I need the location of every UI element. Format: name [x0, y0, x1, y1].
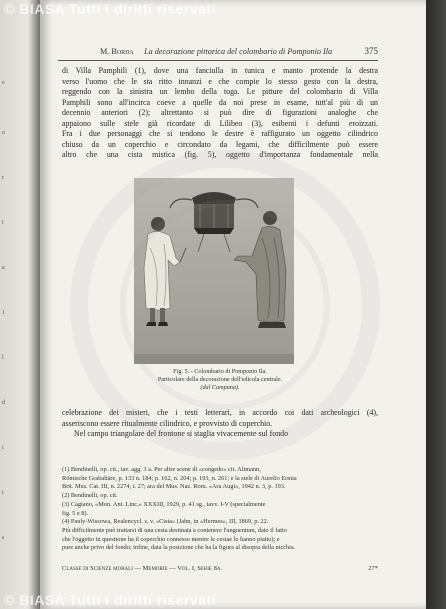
text-line: di Villa Pamphili (1), dove una fanciulla in tunica e manto protende la destra	[62, 66, 378, 75]
edge-char: s	[2, 535, 5, 541]
text-line: appaiono sulle stele già ricordate di Lilibeo (3), esibenti i defunti eroizzati.	[62, 118, 378, 128]
page-number: 375	[364, 46, 378, 56]
right-border	[426, 0, 446, 609]
text-line: celebrazione dei misteri, che i testi letterari, in accordo coi dati archeologici (4),	[62, 408, 378, 417]
paragraph-1	[62, 66, 378, 161]
text-line: altro che una cista mistica (fig. 5), oggetto d'importanza fondamentale nella	[62, 150, 378, 159]
caption-line: Fig. 5. - Colombario di Pomponio Ila.	[173, 368, 267, 375]
running-head	[58, 46, 378, 61]
fresco-illustration	[134, 178, 294, 364]
signature-mark: 27*	[368, 565, 378, 572]
text-line: asseriscono essere ritualmente cilindrico, e provvisto di coperchio.	[62, 418, 273, 428]
footnote-line: (4) Pauly-Wissowa, Realencycl. s. v. «Cista» (Jahn, in «Hermes», III, 1869, p. 22.	[62, 518, 269, 526]
footnote-line: (3) Cagiano, «Mon. Ant. Linc.» XXXIII, 1929, p. 41 sg., tavv. I-V (specialmente	[62, 500, 266, 508]
footnote-line: (1) Bendinelli, op. cit., tav. agg. 3 a. Per altre scene di «congedo» cit. Altmann,	[62, 466, 261, 473]
footnote-line: (2) Bendinelli, op. cit.	[62, 492, 118, 500]
text-line: reggendo con la sinistra un lembo della toga. Le pitture del colombario di Villa	[62, 87, 378, 96]
edge-char: a	[2, 265, 5, 271]
figure-caption	[140, 368, 300, 391]
page-footer	[62, 565, 378, 572]
footnote-line: Brit. Mus. Cat. III, n. 2274, t. 27; ara del Mus. Naz. Rom. «Ara Augi», 1942 n. 3, p. 193.	[62, 483, 286, 491]
edge-char: d	[2, 400, 5, 406]
footer-series: Classe di Scienze morali — Memorie — Vol. I, Serie 8a.	[62, 565, 223, 572]
text-line: Fra i due personaggi che si tendono le destre è raffigurato un oggetto cilindrico	[62, 129, 378, 138]
caption-line: Particolare della decorazione dell'edicola centrale.	[157, 375, 283, 383]
edge-char: i	[2, 220, 4, 226]
text-line: decennio anteriori (2); altrettanto si può dire di figurazioni analoghe che	[62, 108, 378, 117]
footnote-line: fig. 5 e 8).	[62, 509, 89, 517]
text-line: Nel campo triangolare del frontone si staglia vivacemente sul fondo	[74, 429, 289, 438]
footnote-line: Più difficilmente può trattarsi di una cesta destinata a contenere l'unguentum, dato il fatto	[62, 526, 287, 534]
running-head-title-group	[100, 47, 332, 56]
text-line: Pamphili sono all'incirca coeve a quelle da noi prese in esame, tutt'al più di un	[62, 97, 378, 107]
text-line: chiuso da un coperchio e circondato da legami, che difficilmente può essere	[62, 139, 378, 149]
edge-char: l	[2, 355, 4, 361]
text-line: verso l'uomo che le sta ritto innanzi e che compie lo stesso gesto con la destra,	[62, 76, 378, 86]
footnote-line: pure anche privo del fondo; infine, data la posizione che ha la figura al disopra della nicchia.	[62, 544, 296, 552]
edge-char: 1	[2, 310, 5, 316]
watermark-bottom: © BIASA Tutti i diritti riservati	[4, 592, 216, 608]
footnote-line: che l'oggetto in questione ha il coperchio connesso mentre le cestae lo hanno piatto); e	[62, 535, 280, 543]
edge-char: e	[2, 80, 5, 86]
edge-char: t	[2, 490, 4, 496]
edge-char: r	[2, 175, 4, 181]
paragraph-2	[62, 408, 378, 440]
figure-image	[134, 178, 294, 364]
caption-line: (dal Campana).	[200, 383, 240, 391]
footnote-line: Römische Grabaltäre, p. 133 n. 184; p. 162, n. 204; p. 193, n. 261; e la stele di Aurelio Ermia	[62, 474, 297, 482]
footnotes	[62, 466, 378, 553]
watermark-top: © BIASA Tutti i diritti riservati	[4, 1, 216, 17]
edge-char: o	[2, 130, 5, 136]
running-head-title: La decorazione pittorica del colombario di Pomponio Ila	[144, 47, 333, 56]
running-head-author: M. Borda	[100, 47, 134, 56]
facing-page-edge	[0, 0, 40, 609]
edge-char: i	[2, 445, 4, 451]
